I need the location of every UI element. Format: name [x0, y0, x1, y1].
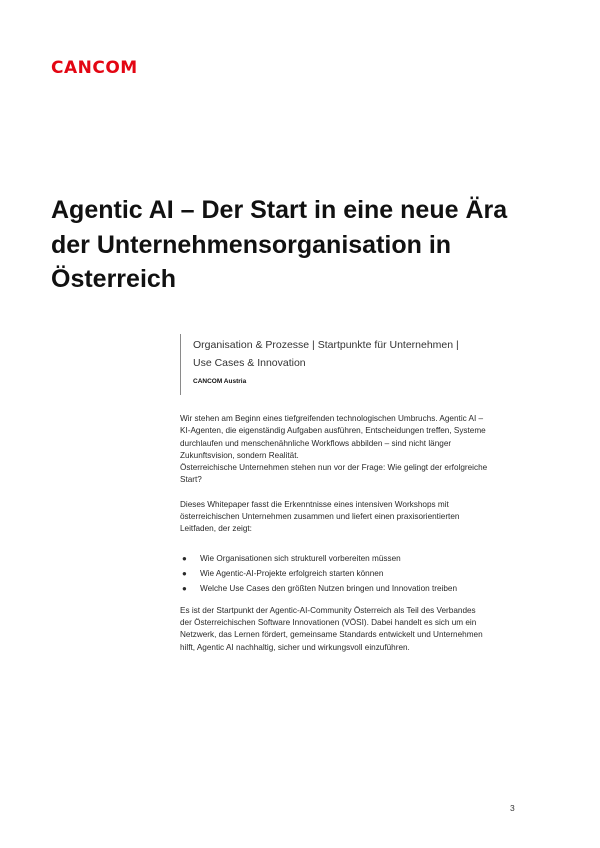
text-line: österreichischen Unternehmen zusammen und liefert einen praxisorientierten	[180, 512, 460, 522]
text-line: durchlaufen und menschenähnliche Workflows abbilden – sind nicht länger	[180, 438, 452, 448]
text-line: hilft, Agentic AI nachhaltig, sicher und wirkungsvoll einzuführen.	[180, 642, 410, 652]
page-number: 3	[510, 803, 515, 813]
title-line: der Unternehmensorganisation in	[51, 230, 452, 259]
bullet-icon: ●	[182, 583, 187, 593]
topic-meta-block	[180, 334, 493, 395]
bullet-list	[180, 551, 520, 596]
text-line: Dieses Whitepaper fasst die Erkenntnisse eines intensiven Workshops mit	[180, 499, 449, 509]
text-line: Wir stehen am Beginn eines tiefgreifenden technologischen Umbruchs. Agentic AI –	[180, 414, 484, 423]
intro-paragraph	[180, 413, 520, 487]
title-line: Agentic AI – Der Start in eine neue Ära	[51, 196, 508, 224]
list-item	[180, 581, 520, 596]
body-text	[180, 413, 520, 654]
text-line: Start?	[180, 475, 202, 485]
text-line: Zukunftsvision, sondern Realität.	[180, 450, 299, 460]
list-item	[180, 551, 520, 566]
document-title	[51, 193, 571, 297]
text-line: KI-Agenten, die eigenständig Aufgaben ausführen, Entscheidungen treffen, Systeme	[180, 426, 486, 436]
list-item-text: Welche Use Cases den größten Nutzen bringen und Innovation treiben	[200, 583, 458, 593]
text-line: Es ist der Startpunkt der Agentic-AI-Community Österreich als Teil des Verbandes	[180, 605, 476, 615]
summary-paragraph	[180, 499, 520, 536]
text-line: Österreichische Unternehmen stehen nun vor der Frage: Wie gelingt der erfolgreiche	[180, 463, 488, 473]
text-line: der Österreichischen Software Innovationen (VÖSI). Dabei handelt es sich um ein	[180, 617, 477, 627]
text-line: Netzwerk, das Lernen fördert, gemeinsame Standards entwickelt und Unternehmen	[180, 630, 483, 640]
author-label: CANCOM Austria	[193, 378, 247, 385]
bullet-icon: ●	[182, 553, 187, 563]
list-item	[180, 566, 520, 581]
closing-paragraph	[180, 605, 520, 654]
cancom-logo: CANCOM	[51, 58, 138, 78]
text-line: Leitfaden, der zeigt:	[180, 524, 252, 534]
list-item-text: Wie Organisationen sich strukturell vorbereiten müssen	[200, 553, 401, 563]
topic-tags-line: Organisation & Prozesse | Startpunkte für Unternehmen |	[193, 339, 459, 351]
list-item-text: Wie Agentic-AI-Projekte erfolgreich starten können	[200, 568, 384, 578]
topic-tags	[193, 336, 493, 372]
bullet-icon: ●	[182, 568, 187, 578]
topic-tags-line: Use Cases & Innovation	[193, 357, 306, 369]
title-line: Österreich	[51, 265, 177, 293]
